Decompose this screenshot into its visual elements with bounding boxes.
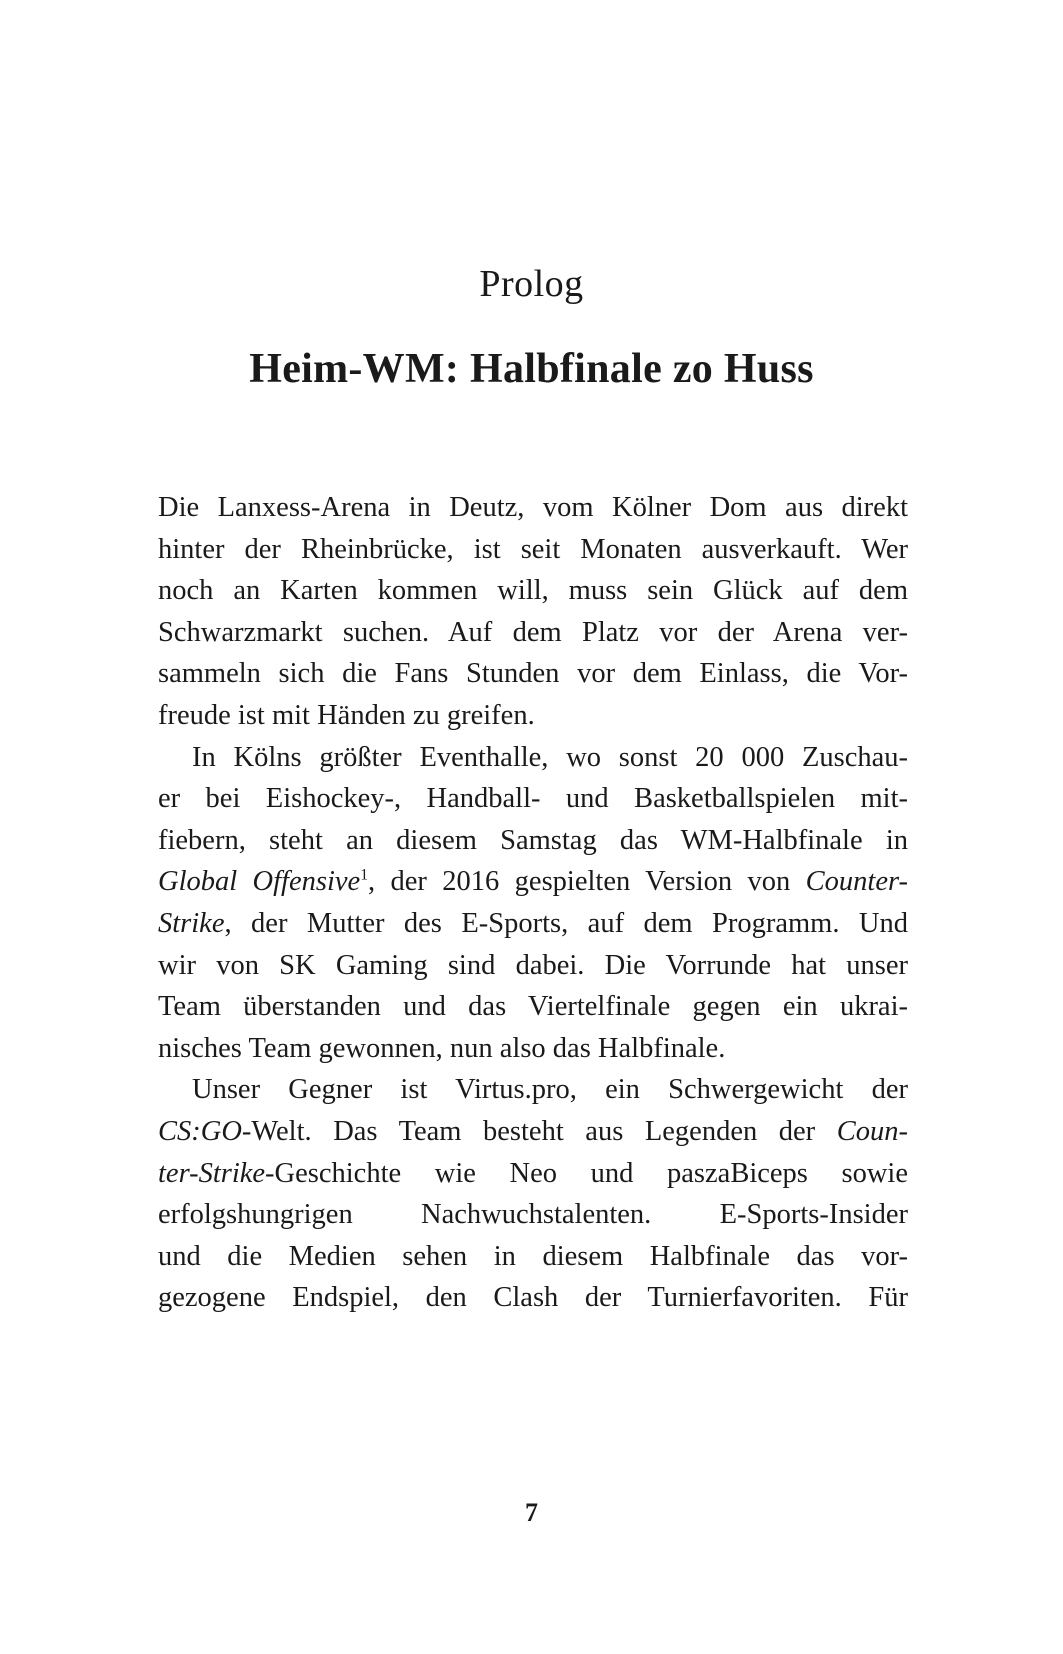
text-line: und die Medien sehen in diesem Halbfinale das vor- [158, 1240, 908, 1272]
text-line: Unser Gegner ist Virtus.pro, ein Schwergewicht der [192, 1074, 908, 1106]
text-line: freude ist mit Händen zu greifen. [158, 699, 535, 731]
text-line: er bei Eishockey-, Handball- und Basketballspielen mit- [158, 783, 908, 815]
text-line [158, 1111, 908, 1153]
section-label: Prolog [479, 263, 584, 305]
text-line: sammeln sich die Fans Stunden vor dem Einlass, die Vor- [158, 658, 908, 690]
text-line: In Kölns größter Eventhalle, wo sonst 20 000 Zuschau- [192, 741, 908, 773]
footnote-marker: 1 [360, 866, 369, 884]
text-line: wir von SK Gaming sind dabei. Die Vorrunde hat unser [158, 949, 908, 981]
game-title: Coun- [836, 1115, 908, 1147]
text-line: fiebern, steht an diesem Samstag das WM-Halbfinale in [158, 824, 908, 856]
text-line [158, 1153, 908, 1195]
chapter-title: Heim-WM: Halbfinale zo Huss [249, 346, 814, 392]
game-title: ter-Strike- [158, 1157, 275, 1189]
text-line [158, 861, 908, 903]
page-number: 7 [525, 1498, 538, 1527]
text-line: hinter der Rheinbrücke, ist seit Monaten ausverkauft. Wer [158, 533, 908, 565]
game-title: Counter- [805, 866, 909, 898]
body-text [158, 487, 908, 1319]
text-fragment: Geschichte wie Neo und paszaBiceps sowie [274, 1157, 908, 1189]
text-line: nisches Team gewonnen, nun also das Halbfinale. [158, 1032, 726, 1064]
text-line: Schwarzmarkt suchen. Auf dem Platz vor der Arena ver- [158, 616, 908, 648]
game-title: CS:GO [158, 1115, 242, 1147]
text-line [158, 903, 908, 945]
text-line: erfolgshungrigen Nachwuchstalenten. E-Sports-Insider [158, 1199, 908, 1231]
text-line: noch an Karten kommen will, muss sein Glück auf dem [158, 575, 908, 607]
game-title: Strike [158, 907, 225, 939]
text-line: Team überstanden und das Viertelfinale gegen ein ukrai- [158, 991, 908, 1023]
text-fragment: -Welt. Das Team besteht aus Legenden der [241, 1115, 837, 1147]
text-line: Die Lanxess-Arena in Deutz, vom Kölner Dom aus direkt [158, 492, 908, 523]
game-title: Global Offensive [158, 866, 361, 898]
text-line: gezogene Endspiel, den Clash der Turnierfavoriten. Für [158, 1282, 908, 1314]
text-fragment: , der 2016 gespielten Version von [368, 866, 806, 898]
text-fragment: , der Mutter des E-Sports, auf dem Programm. Und [224, 907, 908, 939]
